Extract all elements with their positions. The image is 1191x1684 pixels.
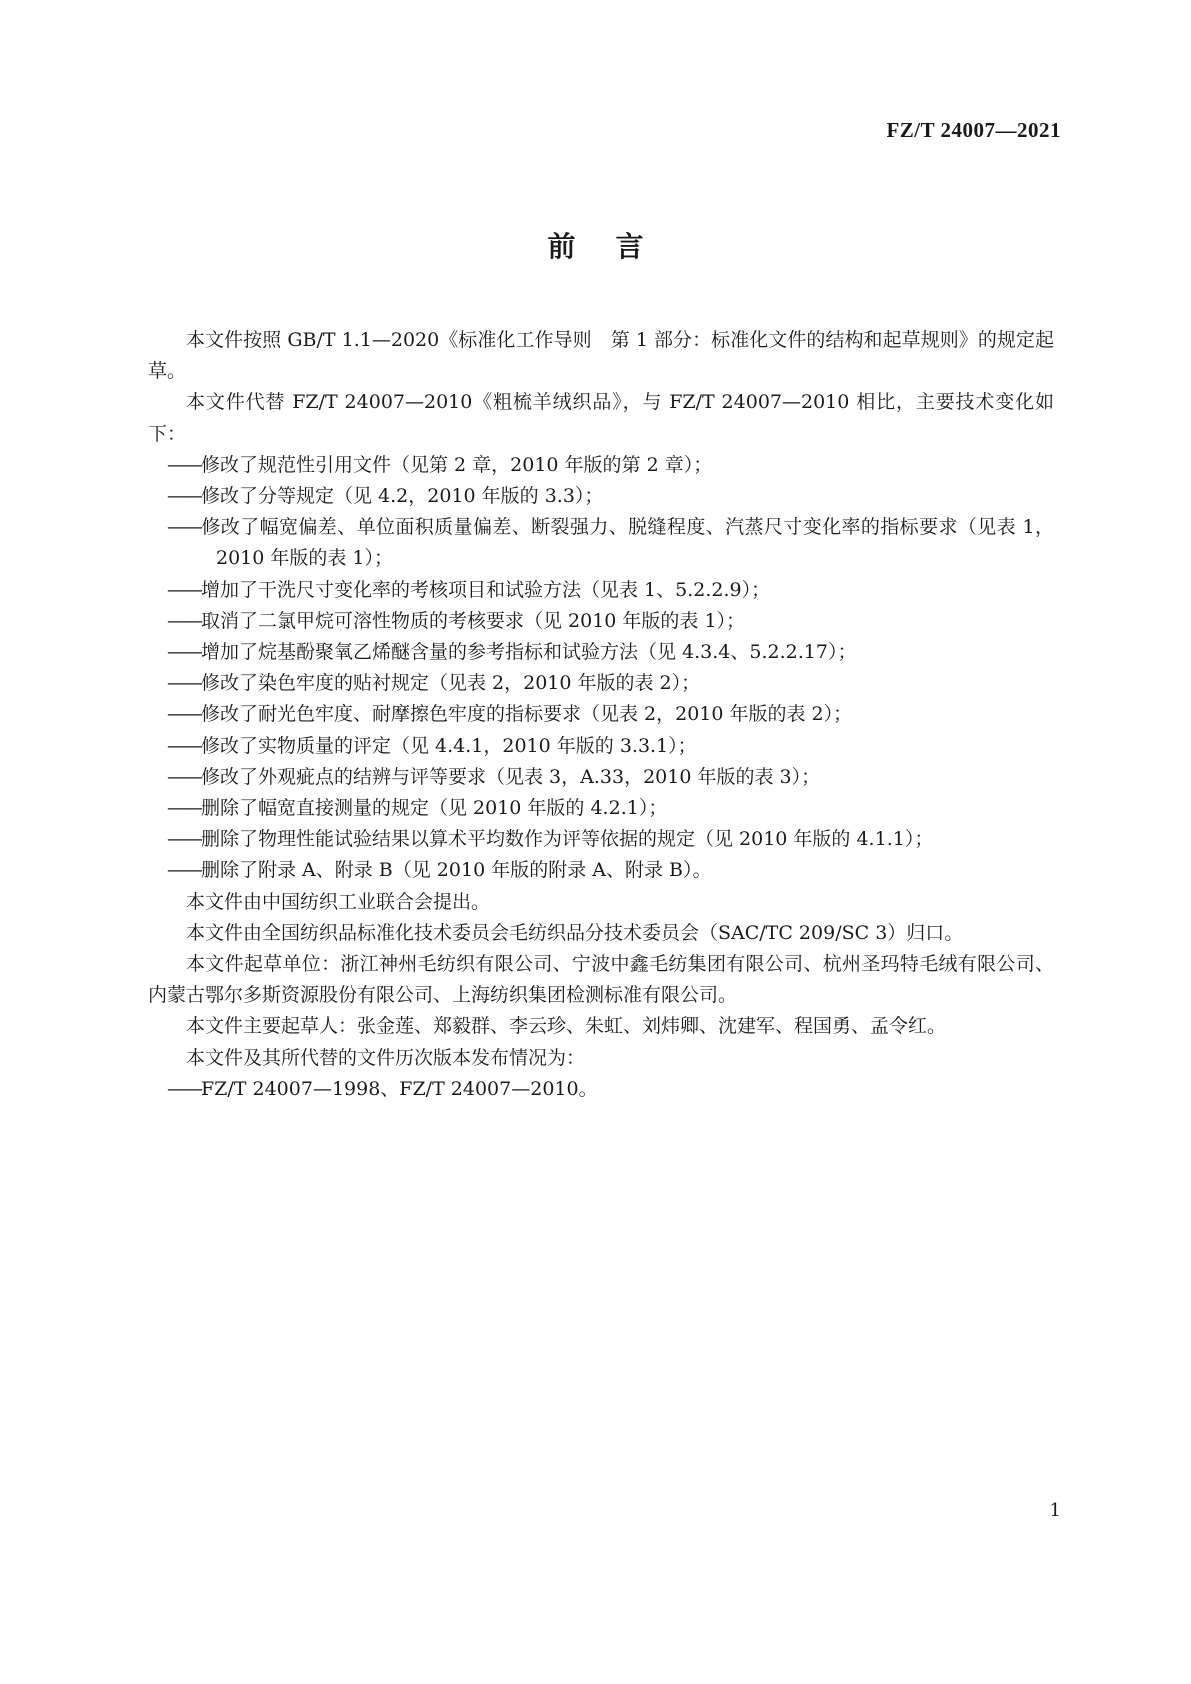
list-item	[148, 824, 1054, 855]
list-item	[148, 512, 1054, 574]
dash-marker: ——	[167, 734, 201, 757]
list-item-text: 增加了烷基酚聚氧乙烯醚含量的参考指标和试验方法（见 4.3.4、5.2.2.17）；	[201, 641, 857, 664]
list-item	[148, 699, 1054, 730]
dash-marker: ——	[167, 641, 201, 664]
body-paragraph: 本文件按照 GB/T 1.1—2020《标准化工作导则 第 1 部分：标准化文件的结构和起草规则》的规定起草。	[148, 329, 1054, 383]
change-list	[148, 450, 1054, 887]
body-paragraph: 本文件由全国纺织品标准化技术委员会毛纺织品分技术委员会（SAC/TC 209/SC 3）归口。	[186, 921, 964, 944]
list-item	[148, 450, 1054, 481]
dash-marker: ——	[167, 828, 201, 851]
body-paragraph: 本文件及其所代替的文件历次版本发布情况为：	[186, 1046, 586, 1069]
dash-marker: ——	[167, 1077, 201, 1100]
dash-marker: ——	[167, 516, 201, 539]
body-paragraph: 本文件代替 FZ/T 24007—2010《粗梳羊绒织品》，与 FZ/T 24007—2010 相比，主要技术变化如下：	[148, 391, 1054, 445]
dash-marker: ——	[167, 859, 201, 882]
list-item	[148, 793, 1054, 824]
list-item	[148, 668, 1054, 699]
page-title: 前言	[547, 230, 684, 263]
list-item	[148, 637, 1054, 668]
page-number: 1	[1049, 1500, 1061, 1521]
document-body	[148, 325, 1054, 1105]
body-paragraph: 本文件主要起草人：张金莲、郑毅群、李云珍、朱虹、刘炜卿、沈建军、程国勇、孟令红。	[186, 1015, 947, 1038]
list-item-text: 删除了物理性能试验结果以算术平均数作为评等依据的规定（见 2010 年版的 4.1.1）；	[201, 828, 934, 851]
dash-marker: ——	[167, 797, 201, 820]
list-item-text: 修改了分等规定（见 4.2，2010 年版的 3.3）；	[201, 485, 604, 508]
dash-marker: ——	[167, 578, 201, 601]
list-item-text: 删除了附录 A、附录 B（见 2010 年版的附录 A、附录 B）。	[201, 859, 712, 882]
list-item	[148, 762, 1054, 793]
list-item	[148, 575, 1054, 606]
list-item	[148, 606, 1054, 637]
list-item-text: 修改了规范性引用文件（见第 2 章，2010 年版的第 2 章）；	[201, 453, 713, 476]
list-item	[148, 731, 1054, 762]
list-item-text: 修改了外观疵点的结辨与评等要求（见表 3，A.33，2010 年版的表 3）；	[201, 765, 821, 788]
list-item-text: 修改了幅宽偏差、单位面积质量偏差、断裂强力、脱缝程度、汽蒸尺寸变化率的指标要求（见表 1，2010 年版的表 1）；	[201, 516, 1054, 570]
dash-marker: ——	[167, 485, 201, 508]
list-item-text: 取消了二氯甲烷可溶性物质的考核要求（见 2010 年版的表 1）；	[201, 609, 746, 632]
standard-number: FZ/T 24007—2021	[886, 118, 1061, 142]
list-item-text: FZ/T 24007—1998、FZ/T 24007—2010。	[201, 1077, 598, 1100]
body-paragraph: 本文件起草单位：浙江神州毛纺织有限公司、宁波中鑫毛纺集团有限公司、杭州圣玛特毛绒有限公司、内蒙古鄂尔多斯资源股份有限公司、上海纺织集团检测标准有限公司。	[148, 953, 1054, 1007]
dash-marker: ——	[167, 765, 201, 788]
list-item-text: 修改了耐光色牢度、耐摩擦色牢度的指标要求（见表 2，2010 年版的表 2）；	[201, 703, 853, 726]
dash-marker: ——	[167, 609, 201, 632]
list-item	[148, 1074, 1054, 1105]
dash-marker: ——	[167, 453, 201, 476]
list-item-text: 增加了干洗尺寸变化率的考核项目和试验方法（见表 1、5.2.2.9）；	[201, 578, 771, 601]
list-item-text: 删除了幅宽直接测量的规定（见 2010 年版的 4.2.1）；	[201, 797, 668, 820]
list-item	[148, 855, 1054, 886]
body-paragraph: 本文件由中国纺织工业联合会提出。	[186, 890, 491, 913]
dash-marker: ——	[167, 703, 201, 726]
dash-marker: ——	[167, 672, 201, 695]
list-item-text: 修改了实物质量的评定（见 4.4.1，2010 年版的 3.3.1）；	[201, 734, 697, 757]
list-item-text: 修改了染色牢度的贴衬规定（见表 2，2010 年版的表 2）；	[201, 672, 701, 695]
list-item	[148, 481, 1054, 512]
